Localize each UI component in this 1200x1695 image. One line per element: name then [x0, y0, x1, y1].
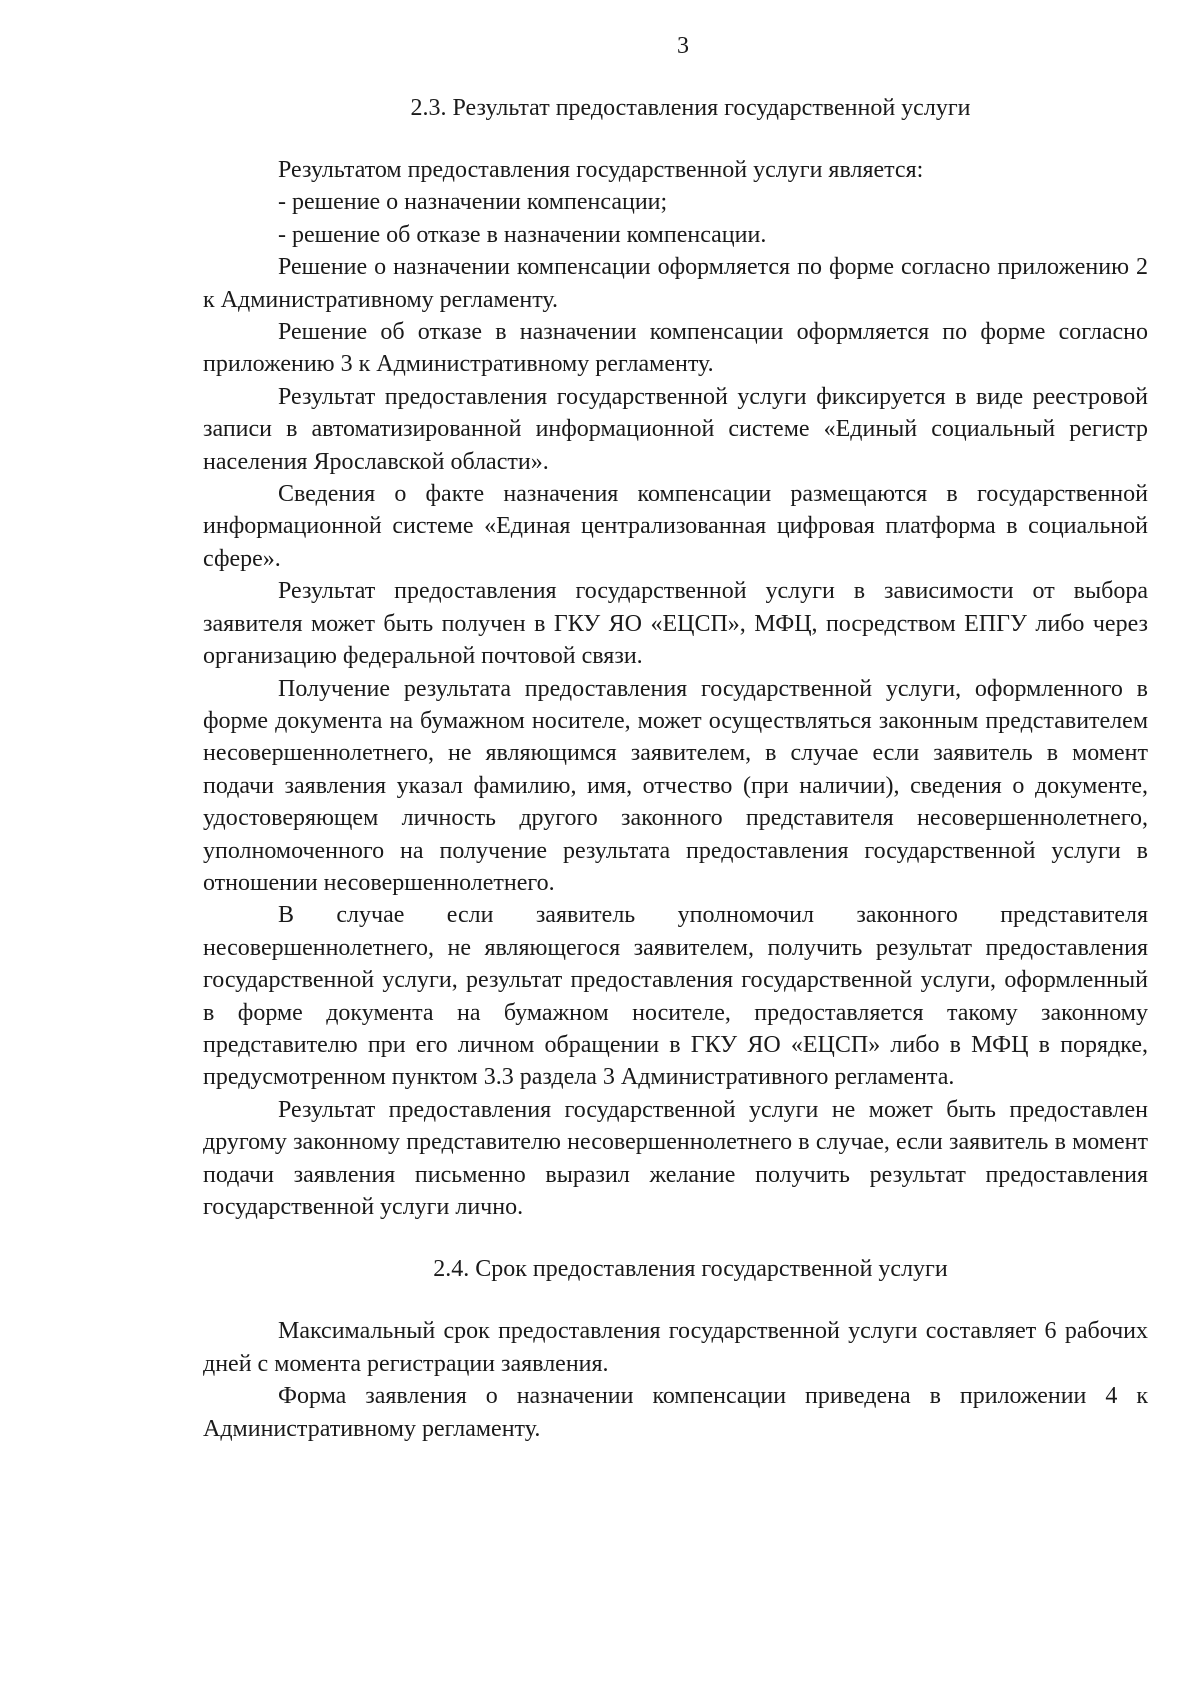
paragraph: В случае если заявитель уполномочил законного представителя несовершеннолетнего, не являющегося заявителем, получить результат предоставления государственной услуги, результат предоставления государственной услуги, оформленный в форме документа на бумажном носителе, предоставляется такому законному представителю при его личном обращении в ГКУ ЯО «ЕЦСП» либо в МФЦ в порядке, предусмотренном пунктом 3.3 раздела 3 Административного регламента.	[203, 902, 1148, 1091]
section-heading-2-4: 2.4. Срок предоставления государственной услуги	[433, 1256, 948, 1283]
paragraph: Форма заявления о назначении компенсации приведена в приложении 4 к Административному регламенту.	[203, 1383, 1148, 1442]
paragraph: Получение результата предоставления государственной услуги, оформленного в форме документа на бумажном носителе, может осуществляться законным представителем несовершеннолетнего, не являющимся заявителем, в случае если заявитель в момент подачи заявления указал фамилию, имя, отчество (при наличии), сведения о документе, удостоверяющем личность другого законного представителя несовершеннолетнего, уполномоченного на получение результата предоставления государственной услуги в отношении несовершеннолетнего.	[203, 675, 1148, 896]
paragraph: Максимальный срок предоставления государственной услуги составляет 6 рабочих дней с момента регистрации заявления.	[203, 1318, 1148, 1377]
paragraph: Результат предоставления государственной услуги не может быть предоставлен другому законному представителю несовершеннолетнего в случае, если заявитель в момент подачи заявления письменно выразил желание получить результат предоставления государственной услуги лично.	[203, 1096, 1148, 1220]
paragraph: Результат предоставления государственной услуги в зависимости от выбора заявителя может быть получен в ГКУ ЯО «ЕЦСП», МФЦ, посредством ЕПГУ либо через организацию федеральной почтовой связи.	[203, 578, 1148, 670]
paragraph: Сведения о факте назначения компенсации размещаются в государственной информационной системе «Единая централизованная цифровая платформа в социальной сфере».	[203, 481, 1148, 572]
result-intro: Результатом предоставления государственной услуги является:	[278, 157, 924, 183]
paragraph: Решение о назначении компенсации оформляется по форме согласно приложению 2 к Административному регламенту.	[203, 254, 1148, 313]
paragraph: Решение об отказе в назначении компенсации оформляется по форме согласно приложению 3 к Административному регламенту.	[203, 319, 1148, 378]
document-body	[203, 92, 1148, 1445]
section-heading-2-3: 2.3. Результат предоставления государственной услуги	[410, 95, 971, 121]
page-number: 3	[677, 33, 689, 59]
result-list-item: - решение о назначении компенсации;	[278, 189, 668, 216]
paragraph: Результат предоставления государственной услуги фиксируется в виде реестровой записи в автоматизированной информационной системе «Единый социальный регистр населения Ярославской области».	[203, 383, 1148, 475]
result-list-item: - решение об отказе в назначении компенсации.	[278, 221, 767, 248]
